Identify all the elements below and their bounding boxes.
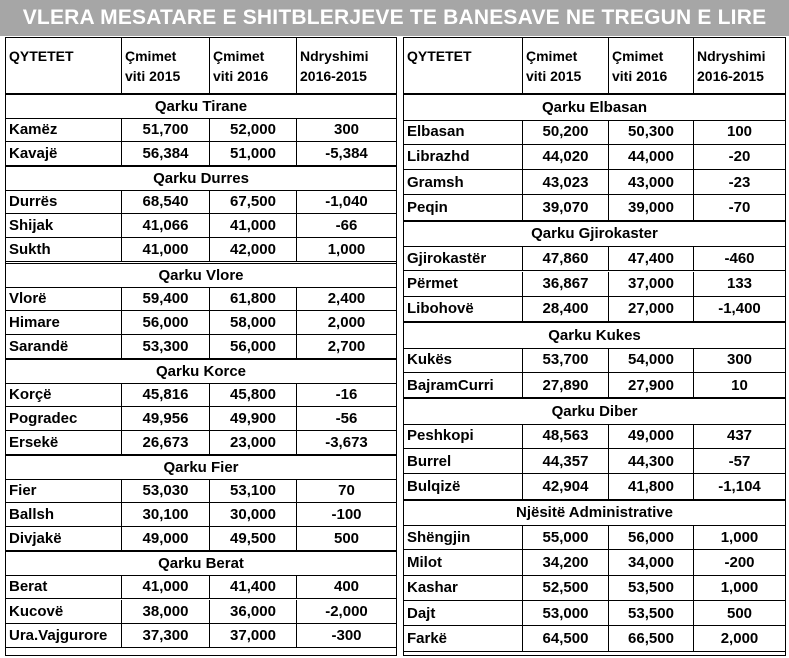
table-row <box>6 407 396 431</box>
price-2015: 53,300 <box>122 335 210 359</box>
price-change: -16 <box>297 383 396 407</box>
price-2016: 30,000 <box>210 503 297 527</box>
price-2016: 53,100 <box>210 479 297 503</box>
table-row <box>6 335 396 359</box>
price-2015-header <box>122 38 210 94</box>
price-2015: 41,000 <box>122 238 210 262</box>
city-name: Farkë <box>404 626 523 651</box>
city-name: Ura.Vajgurore <box>6 624 122 648</box>
price-2016: 37,000 <box>210 624 297 648</box>
region-header <box>404 500 785 526</box>
price-2016: 50,300 <box>609 120 694 145</box>
city-name: Peqin <box>404 195 523 220</box>
price-2016: 27,000 <box>609 297 694 322</box>
header-label: viti 2016 <box>213 67 269 84</box>
price-2015: 56,384 <box>122 142 210 166</box>
price-2015: 30,100 <box>122 503 210 527</box>
table-row <box>404 550 785 575</box>
city-name: Dajt <box>404 601 523 626</box>
price-change: 2,400 <box>297 287 396 311</box>
city-name: Bulqizë <box>404 474 523 499</box>
city-name: Ersekë <box>6 431 122 455</box>
price-2016: 49,900 <box>210 407 297 431</box>
price-2015: 59,400 <box>122 287 210 311</box>
header-label: Çmimet <box>125 47 177 64</box>
price-2015: 43,023 <box>523 170 609 195</box>
table-row <box>404 120 785 145</box>
table-row <box>404 449 785 474</box>
region-header <box>404 398 785 424</box>
region-name: Qarku Fier <box>6 456 396 480</box>
price-change: -23 <box>694 170 785 195</box>
price-2016: 56,000 <box>609 525 694 550</box>
table-row <box>404 246 785 271</box>
price-2015: 27,890 <box>523 373 609 398</box>
price-2016: 27,900 <box>609 373 694 398</box>
table-row <box>6 575 396 599</box>
price-2016: 51,000 <box>210 142 297 166</box>
price-2015: 51,700 <box>122 118 210 142</box>
price-2015: 41,000 <box>122 575 210 599</box>
price-change: 100 <box>694 120 785 145</box>
table-row <box>6 527 396 551</box>
table-row <box>404 195 785 220</box>
region-name: Njësitë Administrative <box>404 501 785 527</box>
city-name: Kukës <box>404 348 523 373</box>
price-change: -1,104 <box>694 474 785 499</box>
price-change: 300 <box>694 348 785 373</box>
price-2015: 44,020 <box>523 145 609 170</box>
region-name: Qarku Berat <box>6 552 396 576</box>
header-label: QYTETET <box>407 48 472 64</box>
region-header <box>6 94 396 118</box>
price-2015: 56,000 <box>122 311 210 335</box>
price-2015: 41,066 <box>122 214 210 238</box>
header-label: QYTETET <box>9 48 74 64</box>
price-2015: 36,867 <box>523 272 609 297</box>
city-name: Himare <box>6 311 122 335</box>
city-name: Gjirokastër <box>404 246 523 271</box>
price-2015: 53,700 <box>523 348 609 373</box>
header-label: Çmimet <box>612 47 664 64</box>
city-name: Libohovë <box>404 297 523 322</box>
table-row <box>404 576 785 601</box>
price-2016: 41,800 <box>609 474 694 499</box>
region-name: Qarku Tirane <box>6 95 396 119</box>
city-name: Kavajë <box>6 142 122 166</box>
price-change: -57 <box>694 449 785 474</box>
price-change: 400 <box>297 575 396 599</box>
header-label: viti 2016 <box>612 67 668 84</box>
change-header <box>694 38 785 94</box>
price-2016: 44,000 <box>609 145 694 170</box>
city-name: Divjakë <box>6 527 122 551</box>
price-2015: 37,300 <box>122 624 210 648</box>
price-2016: 67,500 <box>210 190 297 214</box>
price-2015: 38,000 <box>122 600 210 624</box>
table-row <box>6 287 396 311</box>
price-2015: 44,357 <box>523 449 609 474</box>
price-2016: 53,500 <box>609 576 694 601</box>
table-row <box>404 348 785 373</box>
price-2015: 28,400 <box>523 297 609 322</box>
price-2016: 49,500 <box>210 527 297 551</box>
price-change: -70 <box>694 195 785 220</box>
region-name: Qarku Korce <box>6 360 396 384</box>
city-name: Durrës <box>6 190 122 214</box>
price-change: -460 <box>694 246 785 271</box>
table-row <box>404 424 785 449</box>
price-2016: 58,000 <box>210 311 297 335</box>
city-name: Përmet <box>404 272 523 297</box>
price-2016: 44,300 <box>609 449 694 474</box>
price-2016: 34,000 <box>609 550 694 575</box>
price-2015: 39,070 <box>523 195 609 220</box>
price-change: -1,040 <box>297 190 396 214</box>
price-change: -3,673 <box>297 431 396 455</box>
region-name: Qarku Gjirokaster <box>404 222 785 248</box>
region-name: Qarku Durres <box>6 167 396 191</box>
price-2016: 54,000 <box>609 348 694 373</box>
city-name: Shëngjin <box>404 525 523 550</box>
header-label: Çmimet <box>213 47 265 64</box>
price-2015: 42,904 <box>523 474 609 499</box>
price-change: 133 <box>694 272 785 297</box>
city-header <box>404 38 523 94</box>
region-header <box>6 263 396 287</box>
price-change: 1,000 <box>297 238 396 262</box>
table-row <box>6 142 396 166</box>
city-name: Milot <box>404 550 523 575</box>
city-name: Sarandë <box>6 335 122 359</box>
header-label: Ndryshimi <box>697 47 766 64</box>
price-change: 437 <box>694 424 785 449</box>
table-row <box>6 118 396 142</box>
price-2016: 61,800 <box>210 287 297 311</box>
price-2015: 53,030 <box>122 479 210 503</box>
table-row <box>404 626 785 651</box>
table-row <box>6 311 396 335</box>
price-change: 300 <box>297 118 396 142</box>
region-header <box>404 221 785 247</box>
header-row <box>6 38 396 94</box>
table-row <box>6 190 396 214</box>
price-2016: 56,000 <box>210 335 297 359</box>
price-change: 500 <box>694 601 785 626</box>
table-row <box>6 383 396 407</box>
table-row <box>6 479 396 503</box>
price-2016: 49,000 <box>609 424 694 449</box>
price-2016-header <box>609 38 694 94</box>
header-label: viti 2015 <box>125 67 181 84</box>
price-2016: 39,000 <box>609 195 694 220</box>
price-change: 10 <box>694 373 785 398</box>
city-name: Vlorë <box>6 287 122 311</box>
price-change: 70 <box>297 479 396 503</box>
city-name: Gramsh <box>404 170 523 195</box>
table-row <box>6 503 396 527</box>
table-row <box>6 624 396 648</box>
price-change: 500 <box>297 527 396 551</box>
header-label: Ndryshimi <box>300 47 369 64</box>
city-name: Kashar <box>404 576 523 601</box>
city-name: Burrel <box>404 449 523 474</box>
table-row <box>404 145 785 170</box>
header-label: 2016-2015 <box>697 67 764 84</box>
price-change: 2,000 <box>297 311 396 335</box>
price-change: 2,000 <box>694 626 785 651</box>
region-name: Qarku Vlore <box>6 264 396 288</box>
price-2015: 53,000 <box>523 601 609 626</box>
price-change: 2,700 <box>297 335 396 359</box>
city-name: Librazhd <box>404 145 523 170</box>
price-2016: 43,000 <box>609 170 694 195</box>
page-title: VLERA MESATARE E SHITBLERJEVE TE BANESAVE NE TREGUN E LIRE <box>0 0 789 36</box>
price-change: -20 <box>694 145 785 170</box>
price-2015: 34,200 <box>523 550 609 575</box>
change-header <box>297 38 396 94</box>
region-header <box>6 455 396 479</box>
city-name: Peshkopi <box>404 424 523 449</box>
price-2015: 64,500 <box>523 626 609 651</box>
table-row <box>6 600 396 624</box>
price-change: -5,384 <box>297 142 396 166</box>
city-name: Fier <box>6 479 122 503</box>
price-change: -1,400 <box>694 297 785 322</box>
table-row <box>404 373 785 398</box>
region-name: Qarku Diber <box>404 399 785 425</box>
table-row <box>6 431 396 455</box>
price-2016: 47,400 <box>609 246 694 271</box>
city-name: Sukth <box>6 238 122 262</box>
table-row <box>404 297 785 322</box>
region-header <box>6 551 396 575</box>
price-change: -200 <box>694 550 785 575</box>
price-2015: 47,860 <box>523 246 609 271</box>
table-row <box>6 214 396 238</box>
header-row <box>404 38 785 94</box>
price-change: -56 <box>297 407 396 431</box>
price-2015-header <box>523 38 609 94</box>
table-row <box>404 525 785 550</box>
city-name: Kucovë <box>6 600 122 624</box>
price-change: 1,000 <box>694 525 785 550</box>
price-change: -2,000 <box>297 600 396 624</box>
price-2015: 52,500 <box>523 576 609 601</box>
price-2015: 48,563 <box>523 424 609 449</box>
price-2015: 49,956 <box>122 407 210 431</box>
price-change: -100 <box>297 503 396 527</box>
price-2016: 41,000 <box>210 214 297 238</box>
header-label: 2016-2015 <box>300 67 367 84</box>
price-2015: 68,540 <box>122 190 210 214</box>
table-row <box>404 601 785 626</box>
price-2016: 45,800 <box>210 383 297 407</box>
price-2016: 37,000 <box>609 272 694 297</box>
region-name: Qarku Elbasan <box>404 95 785 121</box>
price-2015: 50,200 <box>523 120 609 145</box>
price-2016: 66,500 <box>609 626 694 651</box>
header-label: viti 2015 <box>526 67 582 84</box>
price-change: 1,000 <box>694 576 785 601</box>
price-2016: 36,000 <box>210 600 297 624</box>
city-name: Pogradec <box>6 407 122 431</box>
region-header <box>6 359 396 383</box>
city-name: Ballsh <box>6 503 122 527</box>
city-name: BajramCurri <box>404 373 523 398</box>
left-price-table <box>5 37 397 656</box>
price-change: -300 <box>297 624 396 648</box>
city-name: Berat <box>6 575 122 599</box>
price-2016: 23,000 <box>210 431 297 455</box>
city-name: Korçë <box>6 383 122 407</box>
region-header <box>404 94 785 120</box>
region-name: Qarku Kukes <box>404 323 785 349</box>
region-header <box>404 322 785 348</box>
price-2016: 41,400 <box>210 575 297 599</box>
price-2015: 45,816 <box>122 383 210 407</box>
table-row <box>404 272 785 297</box>
price-2015: 26,673 <box>122 431 210 455</box>
price-2016: 53,500 <box>609 601 694 626</box>
right-price-table <box>403 37 786 656</box>
price-2015: 55,000 <box>523 525 609 550</box>
price-2016: 52,000 <box>210 118 297 142</box>
city-name: Kamëz <box>6 118 122 142</box>
table-row <box>404 474 785 499</box>
header-label: Çmimet <box>526 47 578 64</box>
region-header <box>6 166 396 190</box>
price-2015: 49,000 <box>122 527 210 551</box>
city-name: Shijak <box>6 214 122 238</box>
table-row <box>6 238 396 262</box>
price-2016: 42,000 <box>210 238 297 262</box>
city-name: Elbasan <box>404 120 523 145</box>
price-2016-header <box>210 38 297 94</box>
city-header <box>6 38 122 94</box>
table-row <box>404 170 785 195</box>
price-change: -66 <box>297 214 396 238</box>
